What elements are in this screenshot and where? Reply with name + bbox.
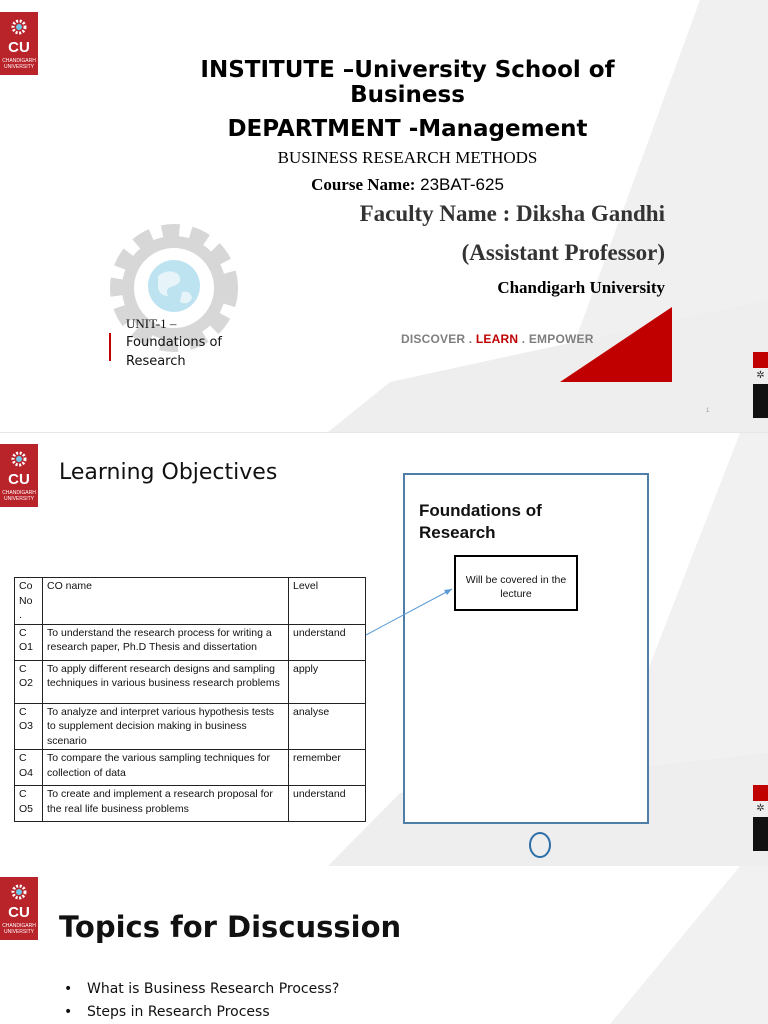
co-number: C O1 (15, 624, 43, 660)
lecture-callout (454, 555, 578, 611)
circle-shape (528, 831, 552, 859)
subject-heading: BUSINESS RESEARCH METHODS (277, 148, 538, 167)
gear-icon (9, 17, 29, 37)
co-level: understand (289, 624, 366, 660)
foundations-box-title: Foundations of Research (419, 501, 542, 542)
side-tab-red (753, 352, 768, 368)
list-item: • What is Business Research Process? (64, 981, 340, 997)
co-level: remember (289, 750, 366, 786)
learning-objectives-slide (0, 433, 768, 866)
course-line (180, 174, 635, 195)
header-cell: CO name (43, 578, 289, 625)
co-level: apply (289, 660, 366, 703)
co-name: To understand the research process for writing a research paper, Ph.D Thesis and dissertation (43, 624, 289, 660)
gear-icon (9, 882, 29, 902)
unit-label: UNIT-1 – Foundations of Research (126, 316, 223, 369)
table-row (15, 660, 366, 703)
side-tab-gear-icon: ✲ (756, 803, 765, 814)
gear-icon (9, 449, 29, 469)
cu-logo (0, 444, 38, 507)
cu-logo (0, 877, 38, 940)
table-row (15, 786, 366, 822)
co-number: C O5 (15, 786, 43, 822)
slide-title: Learning Objectives (59, 460, 278, 485)
university-name: Chandigarh University (497, 278, 665, 297)
co-name: To apply different research designs and sampling techniques in various business research problems (43, 660, 289, 703)
logo-subtext: CHANDIGARH UNIVERSITY (2, 923, 36, 935)
table-row (15, 624, 366, 660)
co-level: understand (289, 786, 366, 822)
co-number: C O2 (15, 660, 43, 703)
topics-slide (0, 866, 768, 1024)
side-tab-black (753, 817, 768, 851)
logo-text: CU (8, 471, 30, 488)
topics-list (62, 978, 339, 1024)
faculty-name: Faculty Name : Diksha Gandhi (359, 201, 665, 226)
side-tab-gear-icon: ✲ (756, 370, 765, 381)
institute-heading: INSTITUTE –University School of Business (200, 57, 615, 108)
course-value: 23BAT-625 (415, 175, 504, 194)
logo-text: CU (8, 904, 30, 921)
co-number: C O4 (15, 750, 43, 786)
table-row (15, 750, 366, 786)
cu-logo (0, 12, 38, 75)
co-name: To create and implement a research proposal for the real life business problems (43, 786, 289, 822)
co-name: To compare the various sampling techniques for collection of data (43, 750, 289, 786)
logo-text: CU (8, 39, 30, 56)
side-tab-red (753, 785, 768, 801)
course-label: Course Name: (311, 175, 416, 194)
co-name: To analyze and interpret various hypothesis tests to supplement decision making in business scenario (43, 703, 289, 750)
logo-subtext: CHANDIGARH UNIVERSITY (2, 490, 36, 502)
co-level: analyse (289, 703, 366, 750)
table-header-row (15, 578, 366, 625)
title-slide (0, 0, 768, 432)
connector-arrow (360, 583, 460, 643)
list-item: • Steps in Research Process (64, 1004, 270, 1020)
department-heading: DEPARTMENT -Management (227, 116, 588, 142)
faculty-designation: (Assistant Professor) (461, 240, 665, 265)
course-outcomes-table (14, 577, 366, 822)
header-cell: Co No . (15, 578, 43, 625)
slide-title: Topics for Discussion (59, 910, 402, 944)
page-number: 1 (706, 408, 710, 414)
unit-accent-bar (109, 333, 111, 361)
side-tab-black (753, 384, 768, 418)
table-row (15, 703, 366, 750)
tagline: DISCOVER . LEARN . EMPOWER (401, 332, 594, 346)
co-number: C O3 (15, 703, 43, 750)
header-cell: Level (289, 578, 366, 625)
logo-subtext: CHANDIGARH UNIVERSITY (2, 58, 36, 70)
lecture-callout-text: Will be covered in the lecture (465, 574, 567, 600)
